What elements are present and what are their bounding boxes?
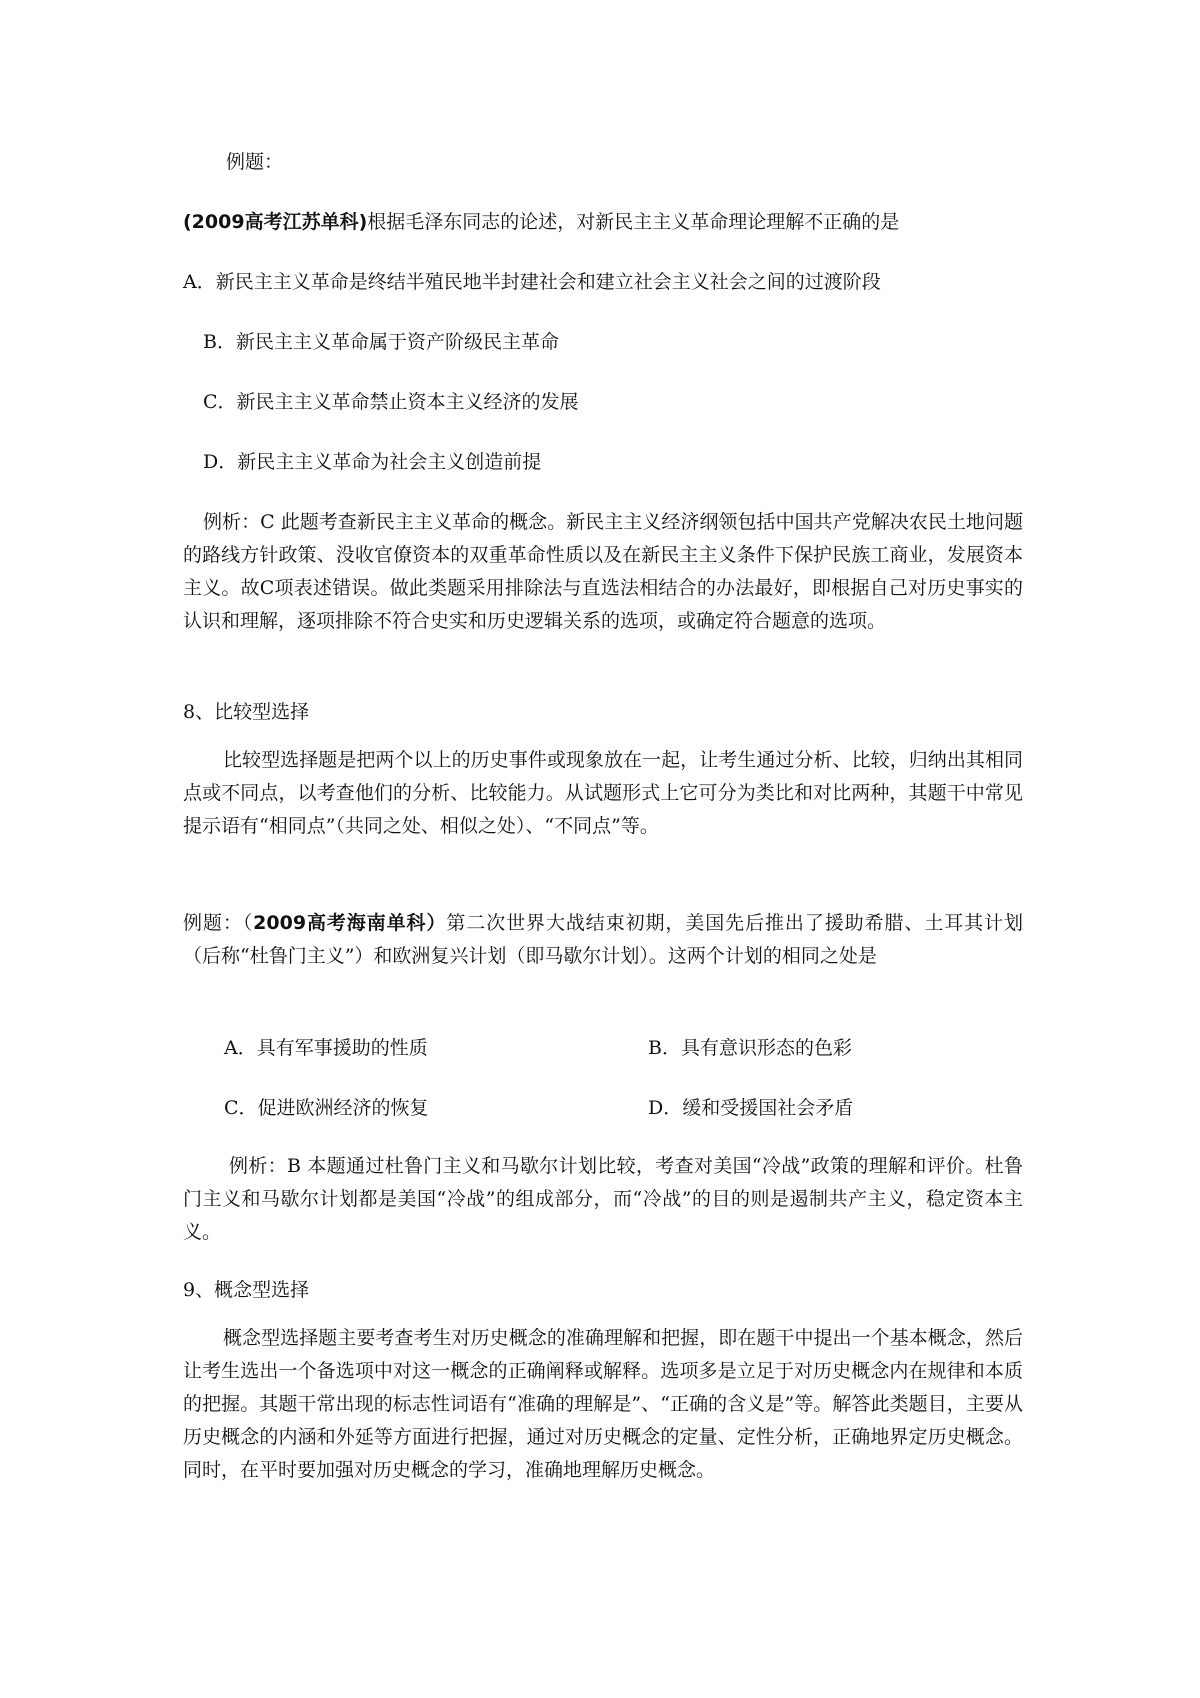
option-d: D．新民主主义革命为社会主义创造前提 (203, 451, 542, 473)
analysis-paragraph: 例析：C 此题考查新民主主义革命的概念。新民主主义经济纲领包括中国共产党解决农民土地问题的路线方针政策、没收官僚资本的双重革命性质以及在新民主主义条件下保护民族工商业，发展资本主义。故C项表述错误。做此类题采用排除法与直选法相结合的办法最好，即根据自己对历史事实的认识和理解，逐项排除不符合史实和历史逻辑关系的选项，或确定符合题意的选项。 (183, 511, 1023, 632)
question-stem (183, 207, 899, 237)
question-stem (183, 907, 1023, 973)
option-a: A．具有军事援助的性质 (224, 1037, 428, 1059)
option-d: D．缓和受援国社会矛盾 (648, 1097, 854, 1119)
example-label: 例题：（ (183, 912, 254, 934)
option-c: C．新民主主义革命禁止资本主义经济的发展 (203, 391, 579, 413)
section-heading: 8、比较型选择 (183, 701, 310, 723)
example-label: 例题： (226, 151, 284, 173)
section-heading: 9、概念型选择 (183, 1279, 310, 1301)
option-c: C．促进欧洲经济的恢复 (224, 1097, 429, 1119)
option-a: A．新民主主义革命是终结半殖民地半封建社会和建立社会主义社会之间的过渡阶段 (183, 271, 881, 293)
question-text: 第二次世界大战结束初期，美国先后推出了援助希腊、土耳其计划（后称“杜鲁门主义”）和欧洲复兴计划（即马歇尔计划）。这两个计划的相同之处是 (183, 912, 1023, 967)
section-paragraph: 概念型选择题主要考查考生对历史概念的准确理解和把握，即在题干中提出一个基本概念，然后让考生选出一个备选项中对这一概念的正确阐释或解释。选项多是立足于对历史概念内在规律和本质的把握。其题干常出现的标志性词语有“准确的理解是”、“正确的含义是”等。解答此类题目，主要从历史概念的内涵和外延等方面进行把握，通过对历史概念的定量、定性分析，正确地界定历史概念。同时，在平时要加强对历史概念的学习，准确地理解历史概念。 (183, 1327, 1023, 1481)
section-paragraph: 比较型选择题是把两个以上的历史事件或现象放在一起，让考生通过分析、比较，归纳出其相同点或不同点，以考查他们的分析、比较能力。从试题形式上它可分为类比和对比两种，其题干中常见提示语有“相同点”（共同之处、相似之处）、“不同点”等。 (183, 749, 1023, 837)
question-source: (2009高考江苏单科) (183, 211, 368, 233)
question-source: 2009高考海南单科） (253, 912, 447, 934)
analysis-paragraph: 例析：B 本题通过杜鲁门主义和马歇尔计划比较，考查对美国“冷战”政策的理解和评价。杜鲁门主义和马歇尔计划都是美国“冷战”的组成部分，而“冷战”的目的则是遏制共产主义，稳定资本主义。 (183, 1155, 1023, 1243)
option-b: B．新民主主义革命属于资产阶级民主革命 (203, 331, 559, 353)
question-text: 根据毛泽东同志的论述，对新民主主义革命理论理解不正确的是 (367, 211, 900, 233)
option-b: B．具有意识形态的色彩 (648, 1037, 852, 1059)
